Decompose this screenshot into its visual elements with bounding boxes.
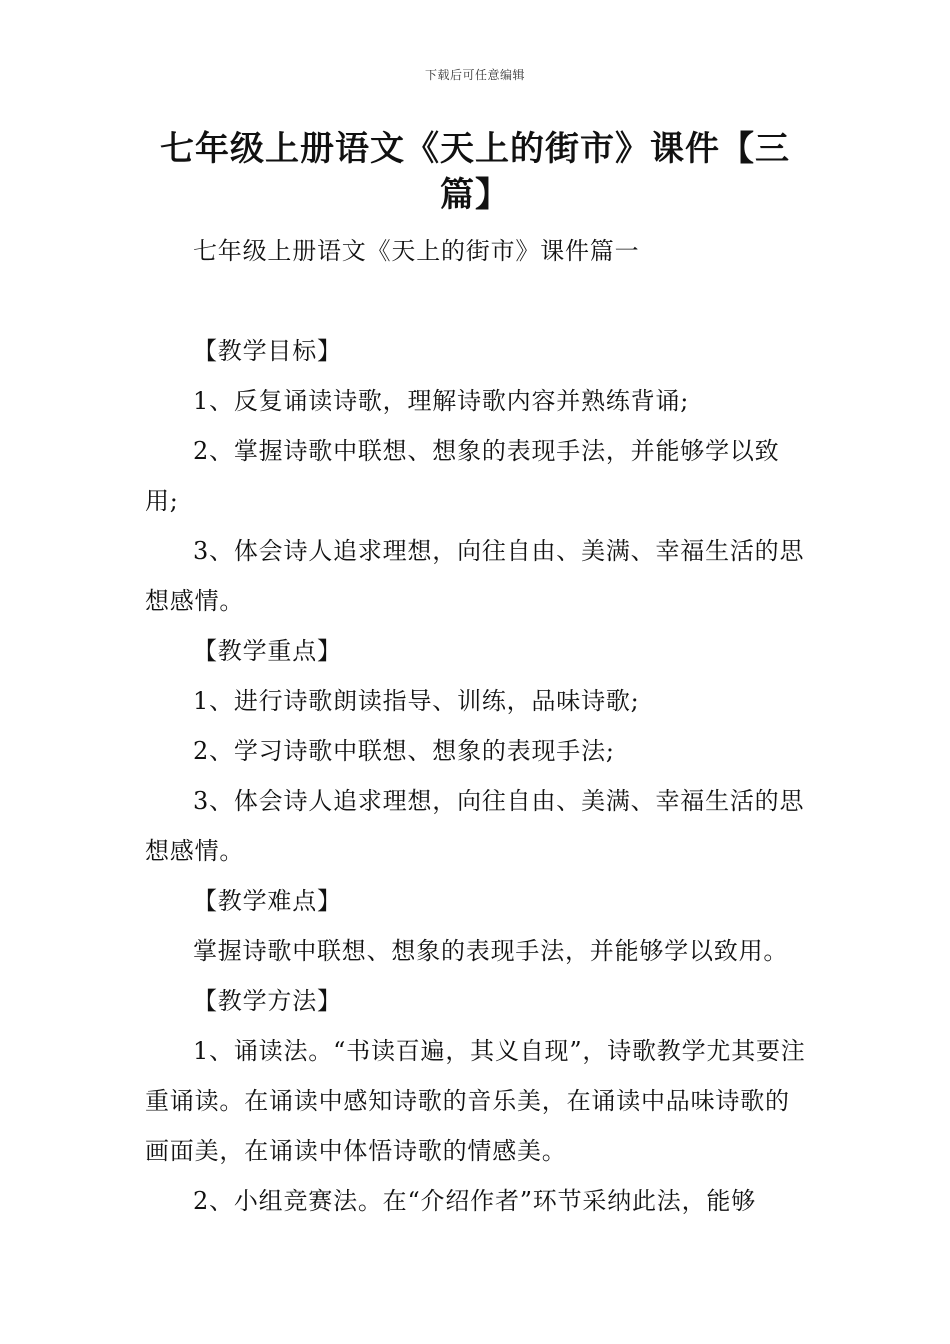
document-title: 七年级上册语文《天上的街市》课件【三篇】 (160, 129, 790, 215)
section-subtitle: 七年级上册语文《天上的街市》课件篇一 (193, 237, 640, 265)
document-body (145, 226, 807, 1226)
goal-item-1: 1、反复诵读诗歌，理解诗歌内容并熟练背诵; (193, 387, 690, 415)
goal-item-3: 3、体会诗人追求理想，向往自由、美满、幸福生活的思想感情。 (145, 537, 805, 615)
heading-teaching-difficulty: 【教学难点】 (193, 887, 342, 915)
heading-teaching-goals: 【教学目标】 (193, 337, 342, 365)
difficulty-item: 掌握诗歌中联想、想象的表现手法，并能够学以致用。 (193, 937, 789, 965)
header-note: 下载后可任意编辑 (424, 68, 525, 82)
heading-teaching-methods: 【教学方法】 (193, 987, 342, 1015)
focus-item-1: 1、进行诗歌朗读指导、训练，品味诗歌; (193, 687, 640, 715)
method-item-2: 2、小组竞赛法。在“介绍作者”环节采纳此法，能够 (193, 1187, 757, 1215)
focus-item-3: 3、体会诗人追求理想，向往自由、美满、幸福生活的思想感情。 (145, 787, 805, 865)
focus-item-2: 2、学习诗歌中联想、想象的表现手法; (193, 737, 615, 765)
heading-teaching-focus: 【教学重点】 (193, 637, 342, 665)
method-item-1: 1、诵读法。“书读百遍，其义自现”，诗歌教学尤其要注重诵读。在诵读中感知诗歌的音乐美，在诵读中品味诗歌的画面美，在诵读中体悟诗歌的情感美。 (145, 1037, 806, 1165)
goal-item-2: 2、掌握诗歌中联想、想象的表现手法，并能够学以致用; (145, 437, 780, 515)
